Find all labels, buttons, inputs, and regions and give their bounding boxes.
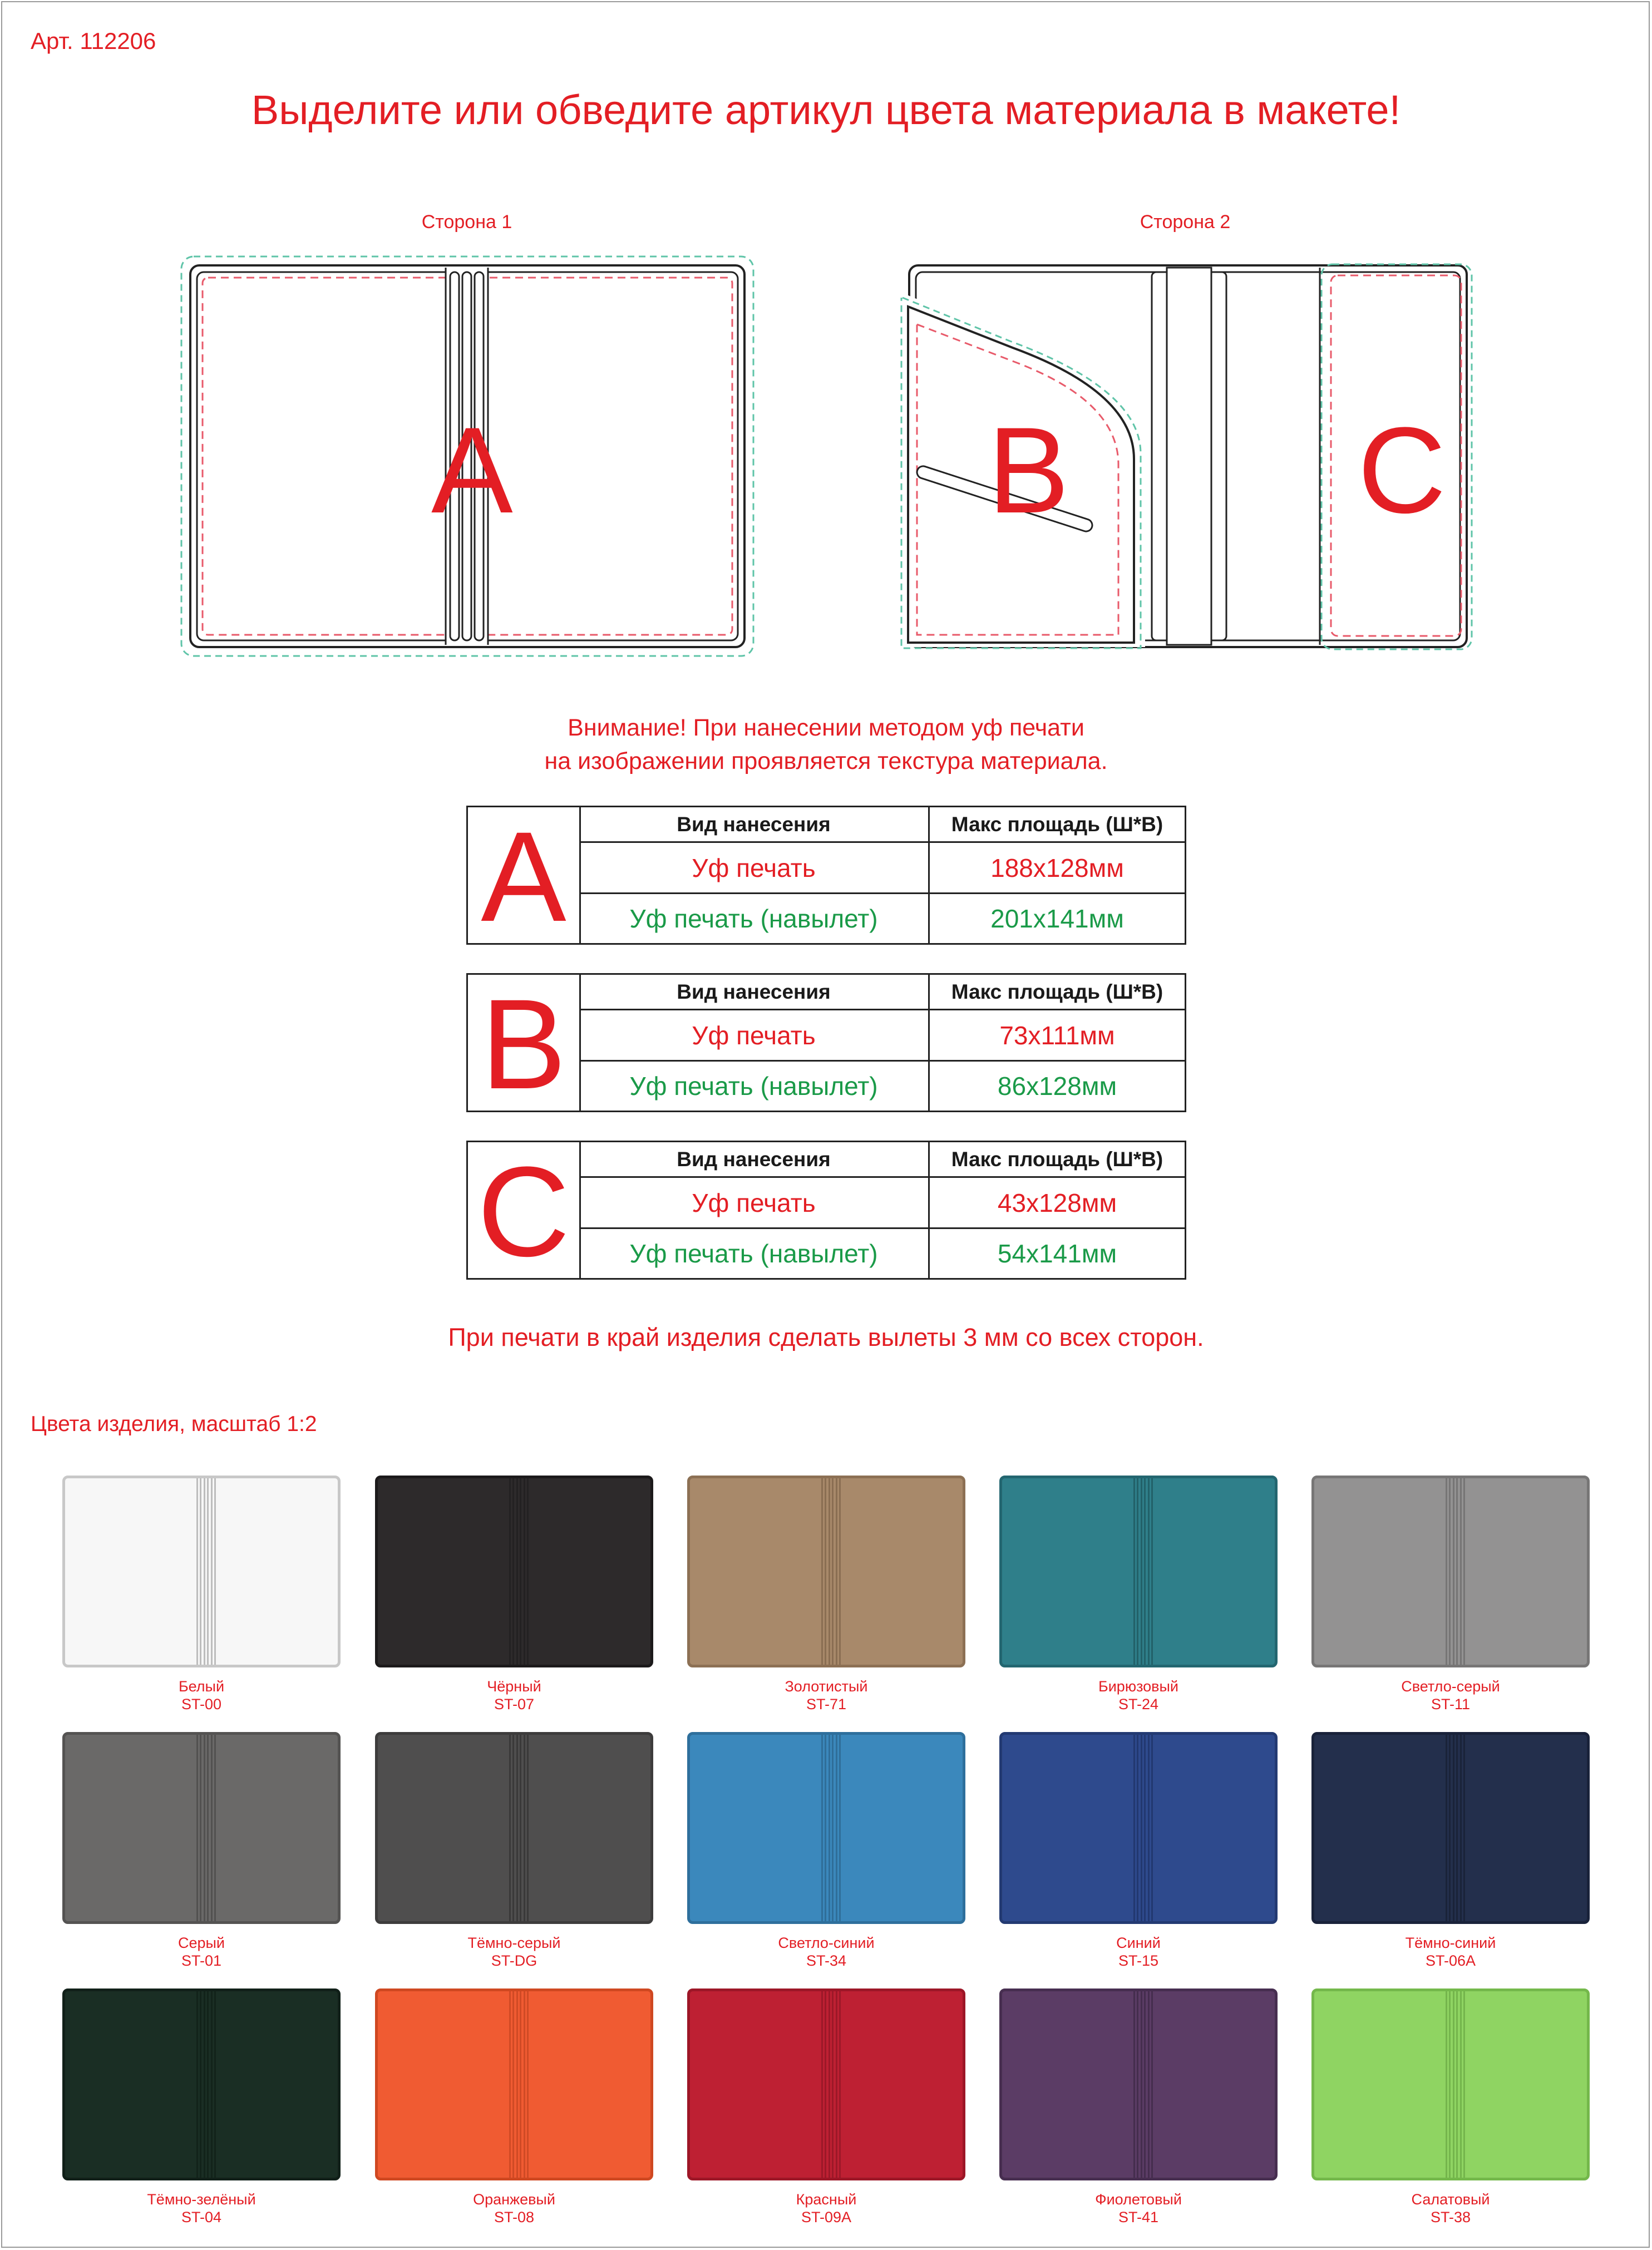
article-number: Арт. 112206 bbox=[31, 28, 156, 54]
side-2-label: Сторона 2 bbox=[1140, 211, 1231, 233]
color-name: Тёмно-серый bbox=[467, 1935, 561, 1951]
color-code: ST-15 bbox=[1118, 1952, 1159, 1969]
color-code: ST-38 bbox=[1430, 2209, 1471, 2226]
spine-line bbox=[836, 1735, 841, 1921]
color-swatch[interactable] bbox=[687, 1732, 965, 1924]
color-code: ST-00 bbox=[181, 1696, 222, 1713]
spine-line bbox=[821, 1991, 826, 2178]
zone-a-label: A bbox=[431, 402, 513, 539]
color-code: ST-71 bbox=[806, 1696, 847, 1713]
color-name: Светло-серый bbox=[1401, 1678, 1500, 1695]
spine-line bbox=[1446, 1735, 1451, 1921]
spine-line bbox=[1453, 1991, 1458, 2178]
color-option[interactable] bbox=[1311, 1732, 1590, 1970]
spine-line bbox=[1446, 1991, 1451, 2178]
color-option[interactable] bbox=[687, 1989, 965, 2226]
spine-line bbox=[516, 1735, 521, 1921]
area-cell: 54x141мм bbox=[997, 1239, 1117, 1268]
print-table-c bbox=[466, 1140, 1186, 1283]
method-column-header: Вид нанесения bbox=[579, 975, 930, 1009]
zone-b-label: B bbox=[988, 402, 1069, 539]
spine-line bbox=[1141, 1991, 1146, 2178]
method-cell: Уф печать (навылет) bbox=[579, 894, 930, 943]
area-cell: 43x128мм bbox=[997, 1188, 1117, 1217]
color-swatch[interactable] bbox=[62, 1476, 341, 1667]
table-header-row bbox=[579, 807, 1185, 843]
uv-print-warning bbox=[0, 711, 1652, 778]
page-headline: Выделите или обведите артикул цвета материала в макете! bbox=[251, 87, 1401, 133]
color-option[interactable] bbox=[375, 1989, 653, 2226]
color-swatch[interactable] bbox=[375, 1476, 653, 1667]
spine-line bbox=[204, 1735, 209, 1921]
area-cell: 188x128мм bbox=[990, 853, 1124, 882]
spine-line bbox=[1453, 1478, 1458, 1665]
spine-line bbox=[204, 1478, 209, 1665]
spine-line bbox=[1133, 1478, 1138, 1665]
color-option[interactable] bbox=[375, 1732, 653, 1970]
table-row bbox=[579, 1229, 1185, 1278]
colors-section-title: Цвета изделия, масштаб 1:2 bbox=[31, 1412, 317, 1436]
color-swatch[interactable] bbox=[999, 1989, 1278, 2180]
color-option[interactable] bbox=[1311, 1989, 1590, 2226]
table-row bbox=[579, 843, 1185, 894]
color-option[interactable] bbox=[62, 1732, 341, 1970]
table-a-zone-letter: A bbox=[468, 807, 581, 943]
color-option[interactable] bbox=[1311, 1476, 1590, 1713]
spine-line bbox=[1446, 1478, 1451, 1665]
spine-line bbox=[196, 1735, 201, 1921]
color-option[interactable] bbox=[375, 1476, 653, 1713]
method-column-header: Вид нанесения bbox=[579, 807, 930, 841]
spine-line bbox=[204, 1991, 209, 2178]
table-row bbox=[579, 1062, 1185, 1111]
side-1-label: Сторона 1 bbox=[421, 211, 512, 233]
warning-line-2: на изображении проявляется текстура материала. bbox=[544, 748, 1108, 774]
area-cell: 86x128мм bbox=[997, 1072, 1117, 1101]
color-option[interactable] bbox=[62, 1989, 341, 2226]
color-name: Красный bbox=[796, 2191, 857, 2208]
color-option[interactable] bbox=[999, 1476, 1278, 1713]
spine-line bbox=[829, 1478, 834, 1665]
spine-line bbox=[1148, 1735, 1153, 1921]
color-name: Оранжевый bbox=[473, 2191, 555, 2208]
spine-line bbox=[516, 1478, 521, 1665]
color-option[interactable] bbox=[687, 1476, 965, 1713]
color-name: Бирюзовый bbox=[1098, 1678, 1178, 1695]
color-code: ST-34 bbox=[806, 1952, 847, 1969]
color-code: ST-09A bbox=[801, 2209, 852, 2226]
spine-line bbox=[1133, 1735, 1138, 1921]
color-swatch[interactable] bbox=[62, 1989, 341, 2180]
table-header-row bbox=[579, 1142, 1185, 1178]
spine-line bbox=[1460, 1478, 1465, 1665]
color-swatch[interactable] bbox=[687, 1989, 965, 2180]
table-b-zone-letter: B bbox=[468, 975, 581, 1111]
color-name: Серый bbox=[177, 1935, 225, 1951]
spine-line bbox=[1460, 1991, 1465, 2178]
color-code: ST-24 bbox=[1118, 1696, 1159, 1713]
color-name: Светло-синий bbox=[778, 1935, 875, 1951]
method-cell: Уф печать (навылет) bbox=[579, 1229, 930, 1278]
color-code: ST-41 bbox=[1118, 2209, 1159, 2226]
spine-line bbox=[509, 1735, 514, 1921]
area-column-header: Макс площадь (Ш*В) bbox=[951, 1147, 1163, 1171]
spine-line bbox=[1141, 1478, 1146, 1665]
spine-line bbox=[524, 1735, 529, 1921]
print-table-a bbox=[466, 805, 1186, 948]
spine-line bbox=[1133, 1991, 1138, 2178]
spine-line bbox=[509, 1991, 514, 2178]
spine-line bbox=[829, 1735, 834, 1921]
spine-line bbox=[836, 1991, 841, 2178]
color-code: ST-08 bbox=[494, 2209, 535, 2226]
method-cell: Уф печать bbox=[579, 1010, 930, 1060]
color-name: Салатовый bbox=[1411, 2191, 1490, 2208]
table-row bbox=[579, 1010, 1185, 1062]
color-code: ST-01 bbox=[181, 1952, 222, 1969]
color-name: Синий bbox=[1116, 1935, 1161, 1951]
spine-line bbox=[1148, 1478, 1153, 1665]
color-swatch[interactable] bbox=[687, 1476, 965, 1667]
spine-line bbox=[1460, 1735, 1465, 1921]
color-name: Фиолетовый bbox=[1095, 2191, 1182, 2208]
color-name: Тёмно-синий bbox=[1405, 1935, 1496, 1951]
color-swatch[interactable] bbox=[62, 1732, 341, 1924]
color-swatch[interactable] bbox=[1311, 1989, 1590, 2180]
spine-line bbox=[524, 1991, 529, 2178]
table-c-zone-letter: C bbox=[468, 1142, 581, 1278]
color-name: Белый bbox=[178, 1678, 225, 1695]
color-code: ST-11 bbox=[1431, 1696, 1471, 1713]
print-table-b bbox=[466, 973, 1186, 1116]
color-option[interactable] bbox=[999, 1732, 1278, 1970]
spine-line bbox=[1141, 1735, 1146, 1921]
spine-line bbox=[1148, 1991, 1153, 2178]
table-header-row bbox=[579, 975, 1185, 1010]
spine-line bbox=[829, 1991, 834, 2178]
color-code: ST-04 bbox=[181, 2209, 222, 2226]
spine-line bbox=[836, 1478, 841, 1665]
spine-line bbox=[211, 1478, 216, 1665]
color-name: Золотистый bbox=[785, 1678, 868, 1695]
color-option[interactable] bbox=[62, 1476, 341, 1713]
spine-line bbox=[211, 1735, 216, 1921]
spine-line bbox=[196, 1991, 201, 2178]
bleed-note: При печати в край изделия сделать вылеты 3 мм со всех сторон. bbox=[448, 1323, 1204, 1351]
color-code: ST-DG bbox=[491, 1952, 537, 1969]
color-name: Чёрный bbox=[487, 1678, 541, 1695]
table-row bbox=[579, 894, 1185, 943]
spine-line bbox=[196, 1478, 201, 1665]
color-swatch[interactable] bbox=[999, 1732, 1278, 1924]
zone-c-label: C bbox=[1358, 402, 1446, 539]
method-column-header: Вид нанесения bbox=[579, 1142, 930, 1176]
spine-line bbox=[509, 1478, 514, 1665]
color-name: Тёмно-зелёный bbox=[147, 2191, 256, 2208]
method-cell: Уф печать bbox=[579, 843, 930, 892]
spine-line bbox=[524, 1478, 529, 1665]
area-column-header: Макс площадь (Ш*В) bbox=[951, 980, 1163, 1003]
spine-line bbox=[1453, 1735, 1458, 1921]
area-cell: 73x111мм bbox=[999, 1020, 1115, 1050]
spine-line bbox=[211, 1991, 216, 2178]
color-option[interactable] bbox=[999, 1989, 1278, 2226]
area-cell: 201x141мм bbox=[990, 904, 1124, 933]
color-swatch[interactable] bbox=[375, 1989, 653, 2180]
color-code: ST-07 bbox=[494, 1696, 535, 1713]
area-column-header: Макс площадь (Ш*В) bbox=[951, 812, 1163, 836]
color-swatch[interactable] bbox=[1311, 1476, 1590, 1667]
spine-line bbox=[821, 1735, 826, 1921]
color-swatch[interactable] bbox=[1311, 1732, 1590, 1924]
method-cell: Уф печать bbox=[579, 1178, 930, 1227]
table-row bbox=[579, 1178, 1185, 1229]
warning-line-1: Внимание! При нанесении методом уф печати bbox=[568, 714, 1084, 741]
spine-line bbox=[516, 1991, 521, 2178]
color-swatch[interactable] bbox=[375, 1732, 653, 1924]
color-option[interactable] bbox=[687, 1732, 965, 1970]
color-swatch[interactable] bbox=[999, 1476, 1278, 1667]
spine-line bbox=[821, 1478, 826, 1665]
color-code: ST-06A bbox=[1425, 1952, 1476, 1969]
method-cell: Уф печать (навылет) bbox=[579, 1062, 930, 1111]
